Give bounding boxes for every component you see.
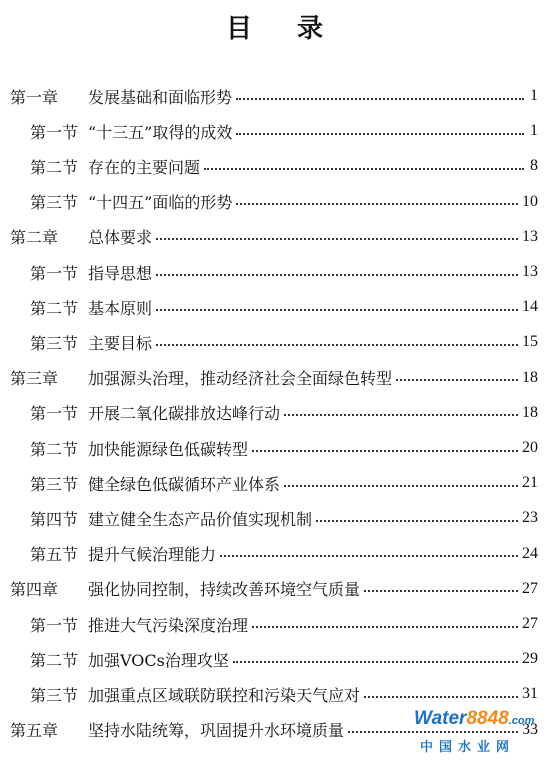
toc-dot-leader [236, 132, 524, 135]
toc-entry-title: 提升气候治理能力 [88, 545, 217, 565]
toc-entry-label [30, 296, 152, 319]
toc-page-number: 18 [522, 368, 538, 386]
toc-entry-title: 总体要求 [88, 228, 153, 248]
toc-page-number: 21 [522, 474, 538, 492]
toc-section-row[interactable] [30, 430, 538, 466]
toc-entry-title: 存在的主要问题 [88, 157, 201, 177]
toc-page-number: 14 [522, 298, 538, 316]
toc-entry-title: “十三五”取得的成效 [88, 122, 233, 142]
toc-dot-leader [236, 97, 524, 100]
toc-dot-leader [284, 413, 518, 416]
toc-page-number: 29 [522, 650, 538, 668]
toc-entry-title: 基本原则 [88, 298, 153, 318]
toc-section-row[interactable] [30, 536, 538, 572]
toc-section-row[interactable] [30, 676, 538, 712]
toc-dot-leader [156, 343, 518, 346]
toc-entry-number: 第三节 [30, 474, 79, 494]
toc-page-number: 31 [522, 685, 538, 703]
toc-entry-number: 第三节 [30, 333, 79, 353]
toc-entry-label [30, 613, 248, 636]
toc-page-number: 27 [522, 615, 538, 632]
toc-entry-title: 加强重点区域联防联控和污染天气应对 [88, 685, 361, 705]
toc-entry-number: 第三章 [10, 369, 59, 389]
toc-page-number: 27 [522, 579, 538, 597]
toc-dot-leader [236, 202, 518, 205]
toc-entry-title: 加快能源绿色低碳转型 [88, 439, 249, 459]
toc-section-row[interactable] [30, 254, 538, 290]
toc-entry-label [30, 683, 360, 706]
toc-entry-label [30, 331, 152, 354]
toc-entry-title: 健全绿色低碳循环产业体系 [88, 474, 281, 494]
toc-entry-label [30, 437, 248, 460]
toc-section-row[interactable] [30, 500, 538, 536]
toc-entry-title: 建立健全生态产品价值实现机制 [88, 509, 313, 529]
toc-section-row[interactable] [30, 113, 538, 149]
toc-entry-label [10, 577, 360, 600]
toc-entry-label [10, 366, 392, 389]
toc-entry-number: 第二节 [30, 439, 79, 459]
toc-page-number: 24 [522, 544, 538, 562]
watermark-brand-main: Water [414, 708, 467, 729]
toc-entry-title: 加强VOCs治理攻坚 [88, 650, 229, 670]
toc-dot-leader [252, 625, 518, 628]
toc-dot-leader [284, 484, 518, 487]
toc-entry-number: 第一节 [30, 615, 79, 635]
toc-entry-title: 开展二氧化碳排放达峰行动 [88, 404, 281, 424]
toc-section-row[interactable] [30, 606, 538, 642]
toc-entry-label [30, 507, 312, 530]
toc-entry-label [10, 225, 152, 248]
toc-entry-label [30, 648, 229, 671]
toc-dot-leader [364, 589, 518, 592]
toc-entry-title: 发展基础和面临形势 [88, 87, 233, 107]
toc-dot-leader [220, 554, 518, 557]
toc-entry-title: 指导思想 [88, 263, 153, 283]
toc-dot-leader [156, 273, 518, 276]
toc-entry-number: 第一节 [30, 404, 79, 424]
toc-entry-number: 第四节 [30, 509, 79, 529]
toc-entry-title: 推进大气污染深度治理 [88, 615, 249, 635]
toc-page-number: 23 [522, 509, 538, 527]
toc-section-row[interactable] [30, 395, 538, 431]
toc-chapter-row[interactable] [10, 571, 538, 607]
toc-section-row[interactable] [30, 289, 538, 325]
toc-entry-number: 第一节 [30, 122, 79, 142]
toc-page-number: 8 [530, 157, 538, 175]
toc-entry-label [30, 542, 216, 565]
watermark-brand [414, 708, 534, 730]
toc-entry-label [30, 261, 152, 284]
toc-page-number: 1 [530, 122, 538, 140]
watermark-brand-cn: 中国水业网 [420, 739, 516, 754]
toc-page-number: 13 [522, 227, 538, 245]
toc-entry-title: “十四五”面临的形势 [88, 193, 233, 213]
toc-dot-leader [396, 378, 518, 381]
toc-entry-number: 第三节 [30, 193, 79, 213]
toc-page-number: 18 [522, 403, 538, 421]
toc-entry-number: 第一章 [10, 87, 59, 107]
toc-dot-leader [156, 308, 518, 311]
toc-entry-label [30, 190, 232, 213]
toc-page-number: 15 [522, 333, 538, 351]
toc-entry-number: 第五节 [30, 545, 79, 565]
toc-entry-title: 坚持水陆统筹，巩固提升水环境质量 [88, 721, 345, 741]
toc-entry-label [30, 155, 200, 178]
toc-entry-number: 第四章 [10, 580, 59, 600]
toc-chapter-row[interactable] [10, 78, 538, 114]
toc-page-number: 10 [522, 192, 538, 210]
page-title: 目 录 [225, 14, 342, 44]
toc-dot-leader [156, 237, 518, 240]
toc-page-number: 13 [522, 263, 538, 280]
toc-dot-leader [252, 449, 518, 452]
toc-entry-label [30, 120, 232, 143]
toc-entry-label [10, 85, 232, 108]
toc-chapter-row[interactable] [10, 219, 538, 255]
toc-entry-number: 第二节 [30, 157, 79, 177]
toc-section-row[interactable] [30, 184, 538, 220]
watermark-brand-num: 8848 [466, 708, 509, 729]
toc-section-row[interactable] [30, 324, 538, 360]
toc-entry-label [10, 718, 344, 741]
toc-dot-leader [364, 695, 518, 698]
toc-entry-number: 第三节 [30, 685, 79, 705]
watermark-logo [414, 708, 549, 761]
toc-entry-number: 第二章 [10, 228, 59, 248]
toc-dot-leader [233, 660, 518, 663]
toc-entry-number: 第五章 [10, 721, 59, 741]
toc-entry-title: 强化协同控制，持续改善环境空气质量 [88, 580, 361, 600]
toc-dot-leader [316, 519, 518, 522]
toc-entry-number: 第二节 [30, 650, 79, 670]
toc-chapter-row[interactable] [10, 360, 538, 396]
watermark-brand-tld: .com [508, 715, 535, 727]
toc-entry-label [30, 472, 280, 495]
toc-entry-number: 第二节 [30, 298, 79, 318]
toc-section-row[interactable] [30, 641, 538, 677]
toc-entry-title: 加强源头治理，推动经济社会全面绿色转型 [88, 369, 393, 389]
toc-page-number: 20 [522, 439, 538, 456]
toc-entry-number: 第一节 [30, 263, 79, 283]
toc-dot-leader [204, 167, 524, 170]
toc-entry-title: 主要目标 [88, 333, 153, 353]
toc-section-row[interactable] [30, 148, 538, 184]
toc-page-number: 33 [522, 720, 538, 738]
toc-entry-label [30, 401, 280, 424]
toc-section-row[interactable] [30, 465, 538, 501]
toc-page-number: 1 [530, 87, 538, 104]
